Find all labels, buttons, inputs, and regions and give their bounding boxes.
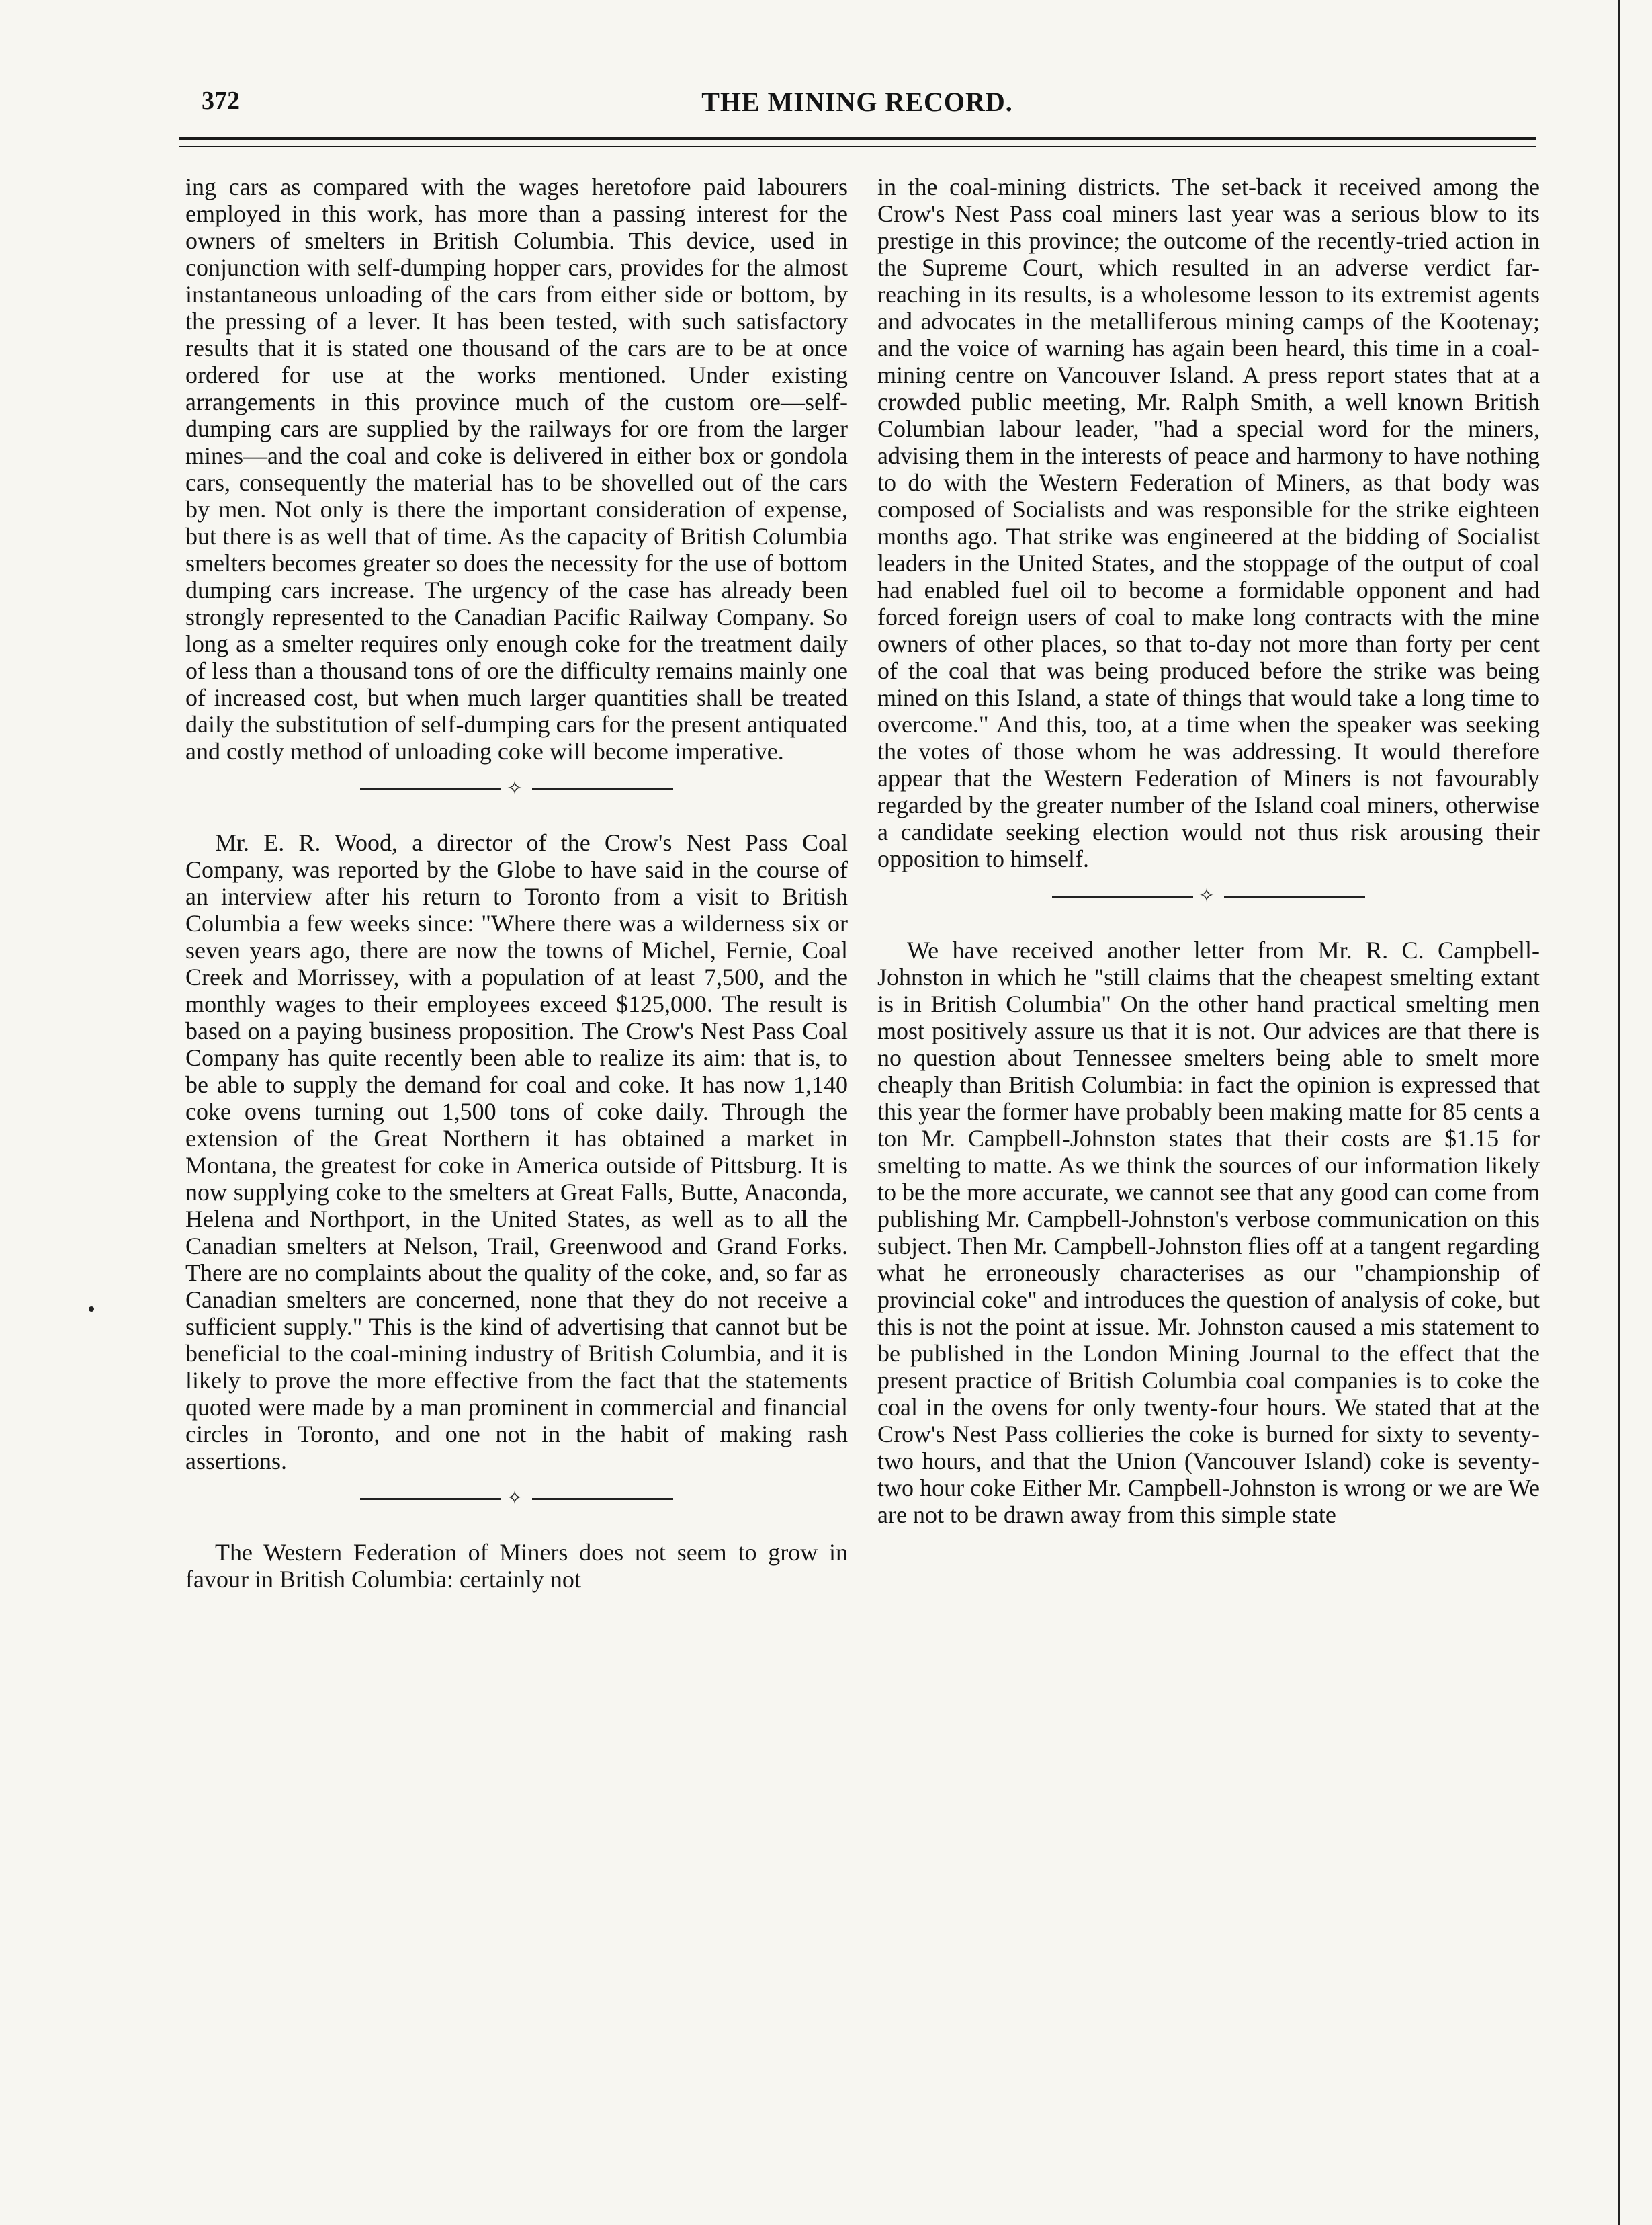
page-header (179, 86, 1536, 126)
separator-line (532, 1498, 673, 1500)
separator-line (1224, 896, 1365, 898)
stray-mark (89, 1306, 94, 1312)
page-edge-bar (1618, 0, 1620, 2225)
article-paragraph-crows-nest: Mr. E. R. Wood, a director of the Crow's Nest Pass Coal Company, was reported by the Globe to have said in the course of an interview after his return to Toronto from a visit to British Columbia a few weeks since: "Where there was a wilderness six or seven years ago, there are now the towns of Michel, Fernie, Coal Creek and Morrissey, with a population of at least 7,500, and the monthly wages to their employees exceed $125,000. The result is based on a paying business proposition. The Crow's Nest Pass Coal Company has quite recently been able to realize its aim: that is, to be able to supply the demand for coal and coke. It has now 1,140 coke ovens turning out 1,500 tons of coke daily. Through the extension of the Great Northern it has obtained a market in Montana, the greatest for coke in America outside of Pittsburg. It is now supplying coke to the smelters at Great Falls, Butte, Anaconda, Helena and Northport, in the United States, as well as to all the Canadian smelters at Nelson, Trail, Greenwood and Grand Forks. There are no complaints about the quality of the coke, and, so far as Canadian smelters are concerned, none that they do not receive a sufficient supply." This is the kind of advertising that cannot but be beneficial to the coal-mining industry of British Columbia, and it is likely to prove the more effective from the fact that the statements quoted were made by a man prominent in commercial and financial circles in Toronto, and one not in the habit of making rash assertions. (185, 829, 848, 1475)
section-separator (185, 1484, 848, 1512)
article-paragraph-western-federation: The Western Federation of Miners does not seem to grow in favour in British Columbia: certainly not (185, 1539, 848, 1593)
left-column (185, 173, 848, 2196)
header-rule-thin (179, 146, 1536, 147)
article-paragraph-coal-mining: in the coal-mining districts. The set-back it received among the Crow's Nest Pass coal miners last year was a serious blow to its prestige in this province; the outcome of the recently-tried action in the Supreme Court, which resulted in an adverse verdict far-reaching in its results, is a wholesome lesson to its extremist agents and advocates in the metalliferous mining camps of the Kootenay; and the voice of warning has again been heard, this time in a coal-mining centre on Vancouver Island. A press report states that at a crowded public meeting, Mr. Ralph Smith, a well known British Columbian labour leader, "had a special word for the miners, advising them in the interests of peace and harmony to have nothing to do with the Western Federation of Miners, as that body was composed of Socialists and was responsible for the strike eighteen months ago. That strike was engineered at the bidding of Socialist leaders in the United States, and the stoppage of the output of coal had enabled fuel oil to become a formidable opponent and had forced foreign users of coal to make long contracts with the mine owners of other places, so that to-day not more than forty per cent of the coal that was being produced before the strike was being mined on this Island, a state of things that would take a long time to overcome." And this, too, at a time when the speaker was seeking the votes of those whom he was addressing. It would therefore appear that the Western Federation of Miners is not favourably regarded by the greater number of the Island coal miners, otherwise a candidate seeking election would not thus risk arousing their opposition to himself. (877, 173, 1540, 872)
article-paragraph-campbell-johnston: We have received another letter from Mr. R. C. Campbell-Johnston in which he "still claims that the cheapest smelting extant is in British Columbia" On the other hand practical smelting men most positively assure us that it is not. Our advices are that there is no question about Tennessee smelters being able to smelt more cheaply than British Columbia: in fact the opinion is expressed that this year the former have probably been making matte for 85 cents a ton Mr. Campbell-Johnston states that their costs are $1.15 for smelting to matte. As we think the sources of our information likely to be the more accurate, we cannot see that any good can come from publishing Mr. Campbell-Johnston's verbose communication on this subject. Then Mr. Campbell-Johnston flies off at a tangent regarding what he erroneously characterises as our "championship of provincial coke" and introduces the question of analysis of coke, but this is not the point at issue. Mr. Johnston caused a mis statement to be published in the London Mining Journal to the effect that the present practice of British Columbia coal companies is to coke the coal in the ovens for only twenty-four hours. We stated that at the Crow's Nest Pass collieries the coke is burned for sixty to seventy-two hours, and that the Union (Vancouver Island) coke is seventy-two hour coke Either Mr. Campbell-Johnston is wrong or we are We are not to be drawn away from this simple state (877, 937, 1540, 1529)
separator-line (532, 788, 673, 790)
page-number: 372 (202, 87, 240, 115)
section-separator (877, 882, 1540, 910)
separator-line (360, 1498, 501, 1500)
separator-ornament-icon: ✧ (1199, 886, 1219, 907)
section-separator (185, 774, 848, 802)
article-paragraph-smelter-cars: ing cars as compared with the wages heretofore paid labourers employed in this work, has more than a passing interest for the owners of smelters in British Columbia. This device, used in conjunction with self-dumping hopper cars, provides for the almost instantaneous unloading of the cars from either side or bottom, by the pressing of a lever. It has been tested, with such satisfactory results that it is stated one thousand of the cars are to be at once ordered for use at the works mentioned. Under existing arrangements in this province much of the custom ore—self-dumping cars are supplied by the railways for ore from the larger mines—and the coal and coke is delivered in either box or gondola cars, consequently the material has to be shovelled out of the cars by men. Not only is there the important consideration of expense, but there is as well that of time. As the capacity of British Columbia smelters becomes greater so does the necessity for the use of bottom dumping cars increase. The urgency of the case has already been strongly represented to the Canadian Pacific Railway Company. So long as a smelter requires only enough coke for the treatment daily of less than a thousand tons of ore the difficulty remains mainly one of increased cost, but when much larger quantities shall be treated daily the substitution of self-dumping cars for the present antiquated and costly method of unloading coke will become imperative. (185, 173, 848, 765)
separator-ornament-icon: ✧ (507, 778, 527, 800)
running-head: THE MINING RECORD. (701, 87, 1013, 117)
right-column (877, 173, 1540, 2196)
separator-ornament-icon: ✧ (507, 1488, 527, 1509)
separator-line (1052, 896, 1193, 898)
separator-line (360, 788, 501, 790)
header-rule-thick (179, 137, 1536, 140)
